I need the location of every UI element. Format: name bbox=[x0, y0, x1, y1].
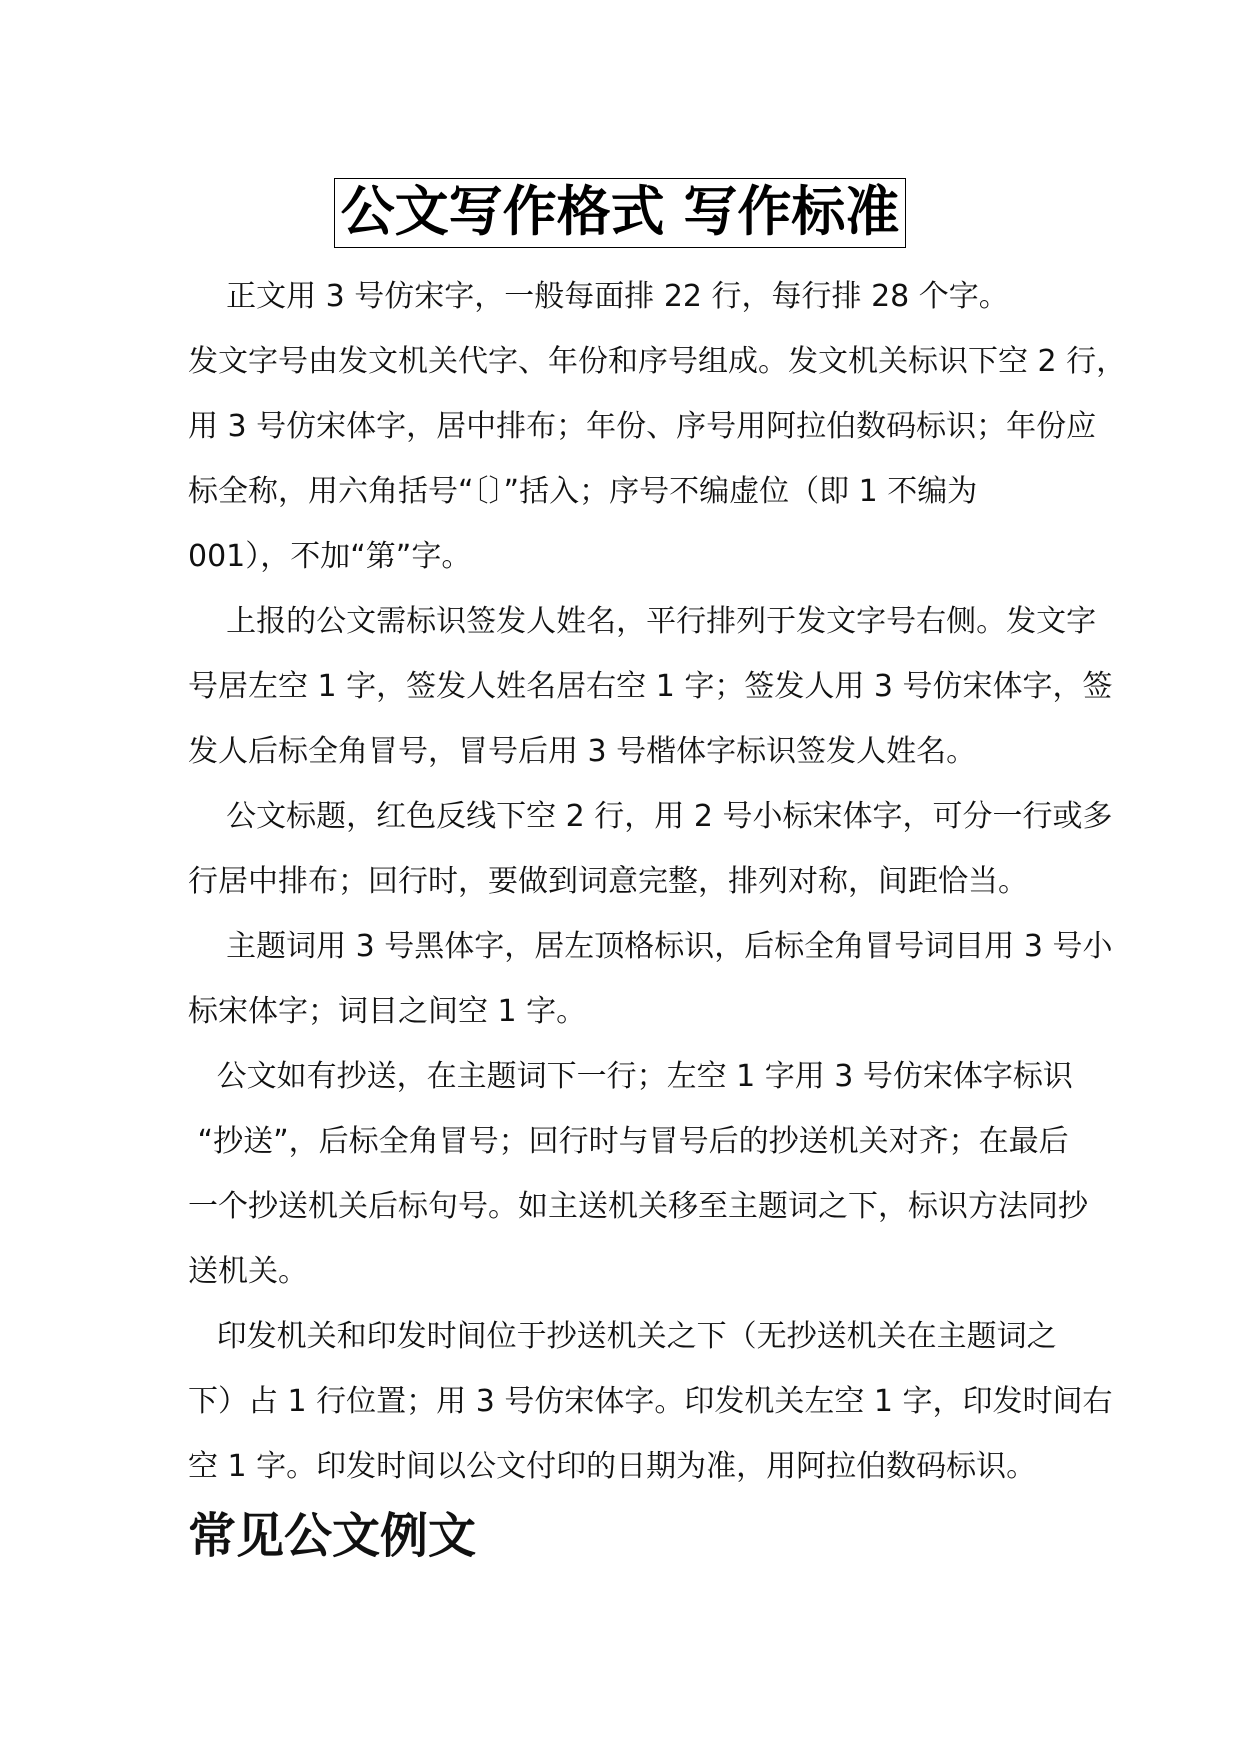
body-line: 行居中排布；回行时，要做到词意完整，排列对称，间距恰当。 bbox=[188, 864, 1028, 899]
body-line: 001），不加“第”字。 bbox=[188, 539, 472, 574]
body-line: 用 3 号仿宋体字，居中排布；年份、序号用阿拉伯数码标识；年份应 bbox=[188, 409, 1097, 444]
body-line: 空 1 字。印发时间以公文付印的日期为准，用阿拉伯数码标识。 bbox=[188, 1449, 1037, 1484]
body-line: 公文如有抄送，在主题词下一行；左空 1 字用 3 号仿宋体字标识 bbox=[188, 1059, 1073, 1094]
title-container bbox=[0, 178, 1240, 248]
section-heading: 常见公文例文 bbox=[188, 1508, 477, 1564]
body-line: 主题词用 3 号黑体字，居左顶格标识，后标全角冒号词目用 3 号小 bbox=[188, 929, 1113, 964]
body-line: 正文用 3 号仿宋字，一般每面排 22 行，每行排 28 个字。 bbox=[188, 279, 1009, 314]
body-line: 发人后标全角冒号，冒号后用 3 号楷体字标识签发人姓名。 bbox=[188, 734, 977, 769]
body-line: 上报的公文需标识签发人姓名，平行排列于发文字号右侧。发文字 bbox=[188, 604, 1097, 639]
body-line: 一个抄送机关后标句号。如主送机关移至主题词之下，标识方法同抄 bbox=[188, 1189, 1088, 1224]
body-line: 号居左空 1 字，签发人姓名居右空 1 字；签发人用 3 号仿宋体字，签 bbox=[188, 669, 1113, 704]
body-line: “抄送”，后标全角冒号；回行时与冒号后的抄送机关对齐；在最后 bbox=[188, 1124, 1069, 1159]
body-line: 标宋体字；词目之间空 1 字。 bbox=[188, 994, 587, 1029]
body-line: 送机关。 bbox=[188, 1254, 308, 1289]
body-line: 印发机关和印发时间位于抄送机关之下（无抄送机关在主题词之 bbox=[188, 1319, 1057, 1354]
body-line: 公文标题，红色反线下空 2 行，用 2 号小标宋体字，可分一行或多 bbox=[188, 799, 1113, 834]
body-line: 下）占 1 行位置；用 3 号仿宋体字。印发机关左空 1 字，印发时间右 bbox=[188, 1384, 1113, 1419]
body-line: 发文字号由发文机关代字、年份和序号组成。发文机关标识下空 2 行， bbox=[188, 344, 1127, 379]
body-line: 标全称，用六角括号“〔〕”括入；序号不编虚位（即 1 不编为 bbox=[188, 474, 978, 509]
document-title: 公文写作格式 写作标准 bbox=[334, 178, 907, 248]
body-text bbox=[188, 264, 1127, 1499]
